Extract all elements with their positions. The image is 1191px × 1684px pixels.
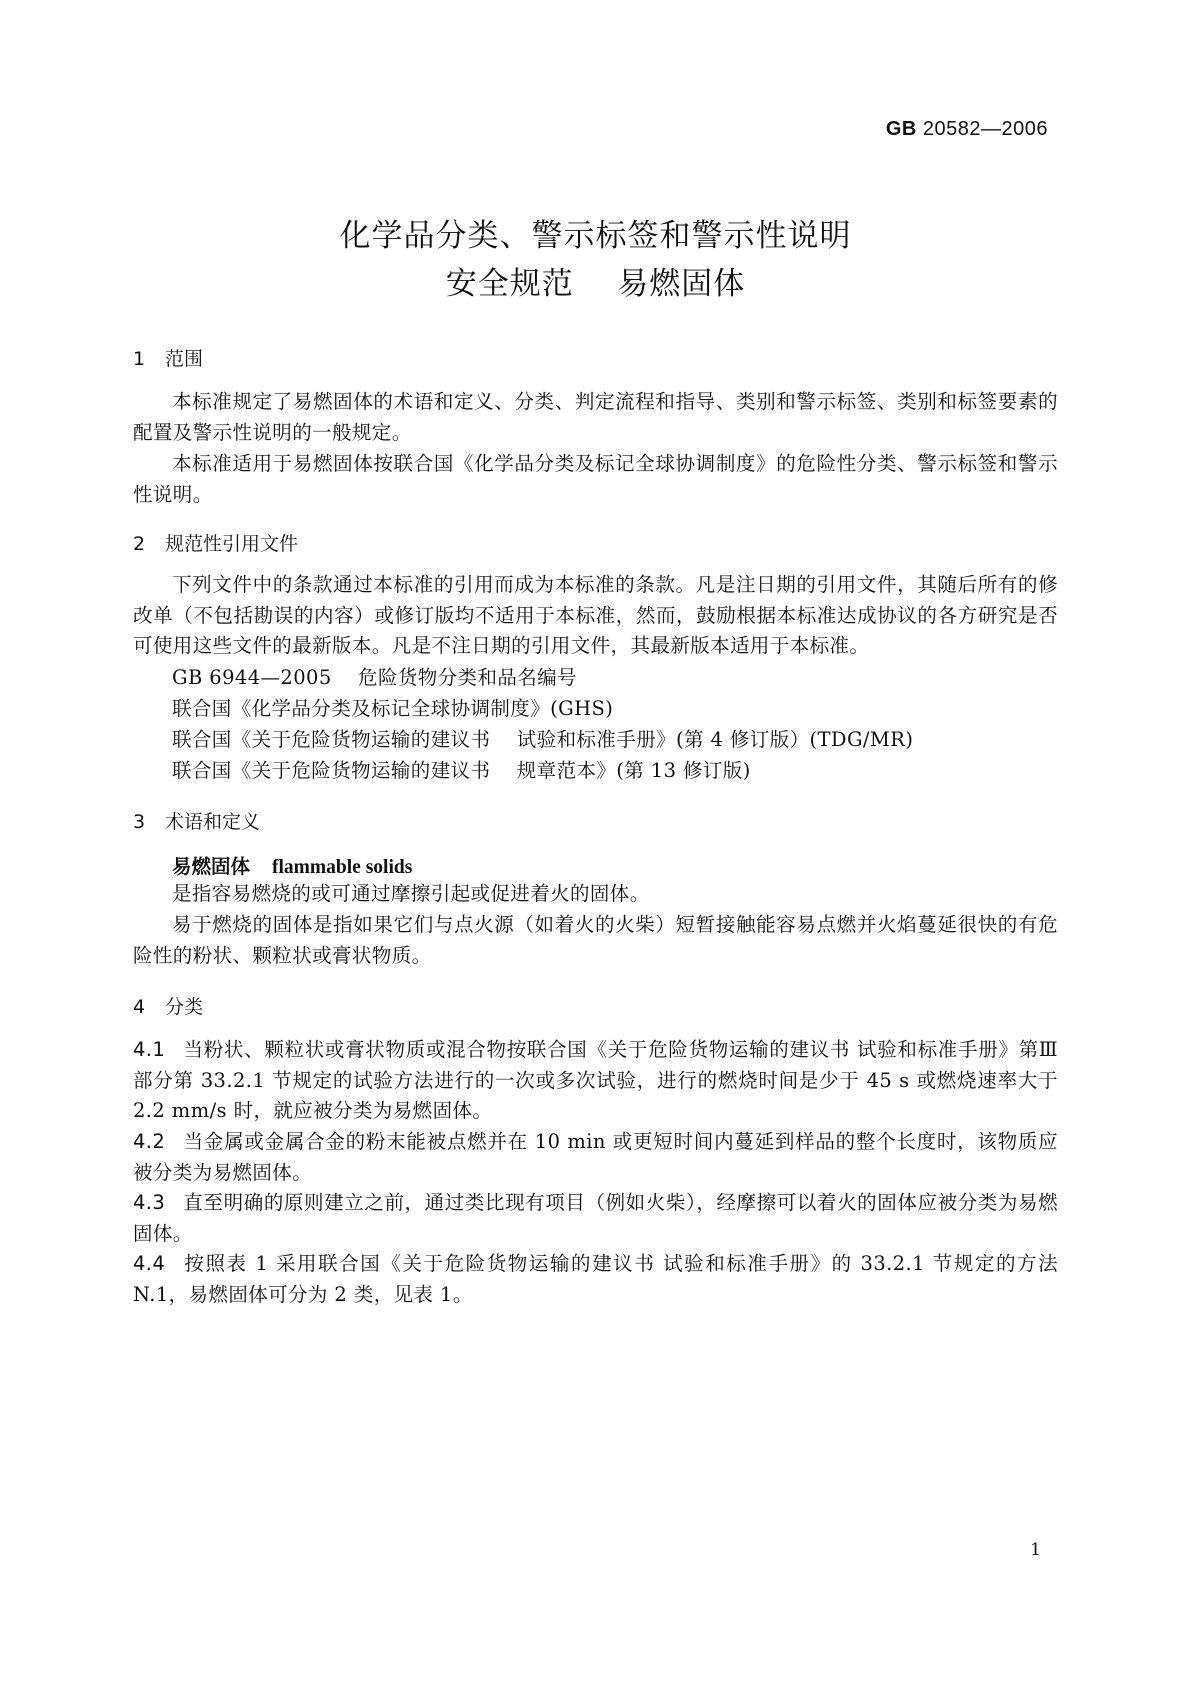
- clause-4-3: [133, 1188, 1058, 1249]
- clause-text: 按照表 1 采用联合国《关于危险货物运输的建议书 试验和标准手册》的 33.2.1 节规定的方法 N.1，易燃固体可分为 2 类，见表 1。: [133, 1252, 1058, 1306]
- standard-code: [886, 118, 1048, 141]
- clause-4-1: [133, 1035, 1058, 1127]
- document-title: [0, 212, 1191, 308]
- term-english: flammable solids: [272, 857, 413, 878]
- section-1-paragraph-2: 本标准适用于易燃固体按联合国《化学品分类及标记全球协调制度》的危险性分类、警示标签和警示性说明。: [133, 452, 1058, 506]
- reference-item: 联合国《关于危险货物运输的建议书 规章范本》(第 13 修订版): [172, 759, 751, 782]
- section-2-heading: [133, 529, 298, 556]
- section-3-heading: [133, 807, 260, 834]
- section-4-heading: [133, 992, 203, 1019]
- clause-number: 4.4: [133, 1252, 166, 1275]
- section-4-title: 分类: [165, 996, 204, 1018]
- clause-text: 直至明确的原则建立之前，通过类比现有项目（例如火柴），经摩擦可以着火的固体应被分类为易燃固体。: [133, 1191, 1058, 1245]
- section-2-paragraph-1: 下列文件中的条款通过本标准的引用而成为本标准的条款。凡是注日期的引用文件，其随后所有的修改单（不包括勘误的内容）或修订版均不适用于本标准，然而，鼓励根据本标准达成协议的各方研究是否可使用这些文件的最新版本。凡是不注日期的引用文件，其最新版本适用于本标准。: [133, 573, 1058, 657]
- section-3-paragraph-2: 易于燃烧的固体是指如果它们与点火源（如着火的火柴）短暂接触能容易点燃并火焰蔓延很快的有危险性的粉状、颗粒状或膏状物质。: [133, 913, 1058, 967]
- section-2-number: 2: [133, 533, 146, 555]
- clause-4-2: [133, 1127, 1058, 1188]
- section-1-heading: [133, 344, 203, 371]
- standard-code-prefix: GB: [885, 118, 917, 140]
- reference-item: 联合国《关于危险货物运输的建议书 试验和标准手册》(第 4 修订版）(TDG/MR): [172, 728, 914, 751]
- reference-item: 联合国《化学品分类及标记全球协调制度》(GHS): [172, 697, 614, 720]
- page-number: 1: [1030, 1540, 1041, 1560]
- section-3-number: 3: [133, 811, 146, 833]
- clause-number: 4.3: [133, 1191, 166, 1214]
- term-entry: [172, 851, 412, 879]
- section-3-title: 术语和定义: [165, 811, 261, 833]
- section-1-title: 范围: [165, 348, 204, 370]
- clause-number: 4.2: [133, 1130, 166, 1153]
- section-2-title: 规范性引用文件: [165, 533, 299, 555]
- section-1-paragraph-1: 本标准规定了易燃固体的术语和定义、分类、判定流程和指导、类别和警示标签、类别和标签要素的配置及警示性说明的一般规定。: [133, 390, 1058, 444]
- clause-text: 当金属或金属合金的粉末能被点燃并在 10 min 或更短时间内蔓延到样品的整个长度时，该物质应被分类为易燃固体。: [133, 1130, 1058, 1184]
- section-4-number: 4: [133, 996, 146, 1018]
- title-line-1: 化学品分类、警示标签和警示性说明: [339, 218, 852, 254]
- section-1-number: 1: [133, 348, 146, 370]
- standard-code-number: 20582—2006: [922, 118, 1048, 140]
- clause-number: 4.1: [133, 1038, 166, 1061]
- clause-text: 当粉状、颗粒状或膏状物质或混合物按联合国《关于危险货物运输的建议书 试验和标准手册》第Ⅲ部分第 33.2.1 节规定的试验方法进行的一次或多次试验，进行的燃烧时间是少于 45 s 或燃烧速率大于 2.2 mm/s 时，就应被分类为易燃固体。: [133, 1038, 1058, 1122]
- term-chinese: 易燃固体: [172, 855, 251, 878]
- section-3-paragraph-1: 是指容易燃烧的或可通过摩擦引起或促进着火的固体。: [172, 882, 650, 905]
- clause-4-4: [133, 1249, 1058, 1310]
- reference-item: GB 6944—2005 危险货物分类和品名编号: [172, 666, 577, 689]
- title-line-2: 安全规范 易燃固体: [445, 266, 746, 302]
